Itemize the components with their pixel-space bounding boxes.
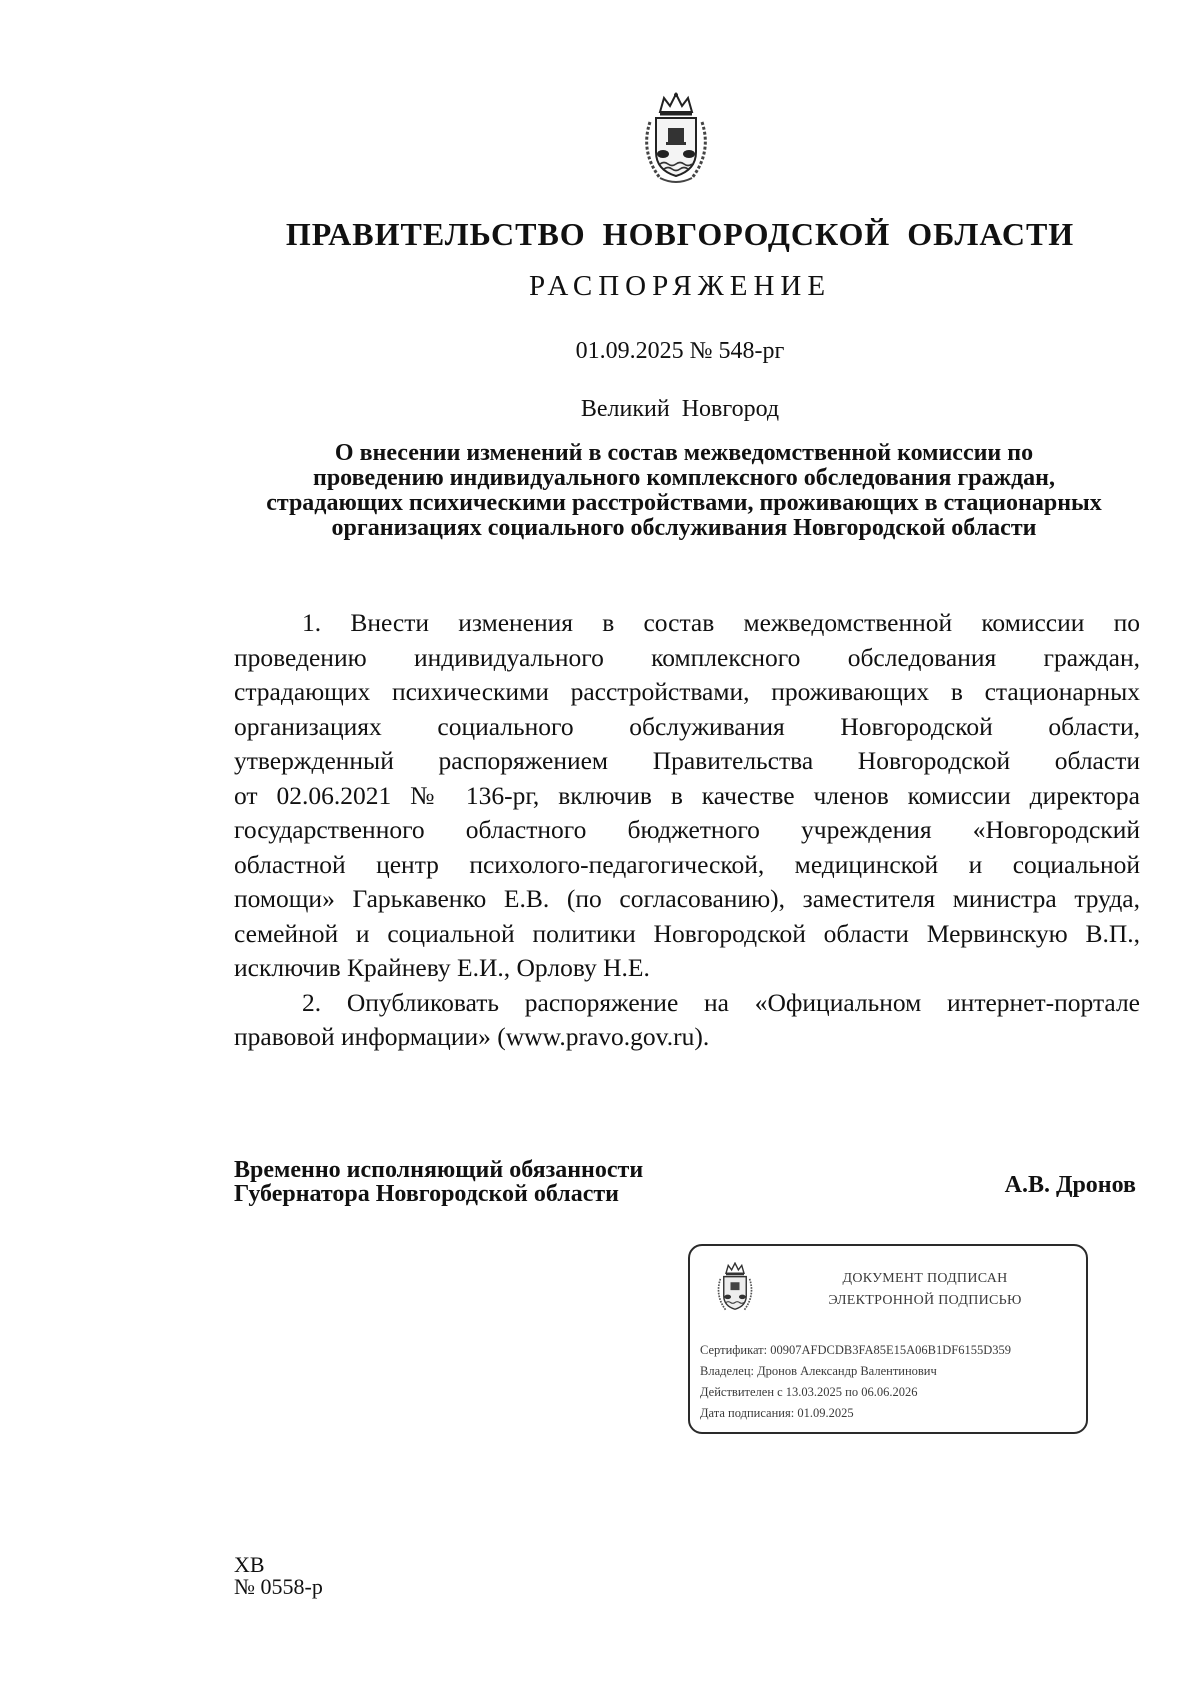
executor-initials: ХВ <box>234 1552 265 1577</box>
electronic-signature-stamp <box>688 1244 1088 1434</box>
paragraph-1-line: семейной и социальной политики Новгородской области Мервинскую В.П., <box>234 918 1140 948</box>
paragraph-1-line: областной центр психолого-педагогической, медицинской и социальной <box>234 849 1140 879</box>
stamp-details <box>700 1340 1011 1424</box>
paragraph-1-line: исключив Крайневу Е.И., Орлову Н.Е. <box>234 953 650 982</box>
certificate-number: Сертификат: 00907AFDCDB3FA85E15A06B1DF6155D359 <box>700 1343 1011 1357</box>
order-city: Великий Новгород <box>580 396 780 422</box>
paragraph-2-line: 2. Опубликовать распоряжение на «Официальном интернет-портале <box>302 987 1140 1017</box>
subject-line: страдающих психическими расстройствами, проживающих в стационарных <box>266 490 1102 516</box>
coat-of-arms-icon <box>712 1262 758 1316</box>
paragraph-1-line: государственного областного бюджетного учреждения «Новгородский <box>234 815 1140 844</box>
paragraph-1-line: проведению индивидуального комплексного обследования граждан, <box>234 642 1140 672</box>
paragraph-1-line: организациях социального обслуживания Новгородской области, <box>234 711 1140 741</box>
signatory-title-line: Временно исполняющий обязанности <box>234 1157 644 1183</box>
subject-line: проведению индивидуального комплексного обследования граждан, <box>313 465 1055 491</box>
signatory-name: А.В. Дронов <box>1004 1172 1136 1198</box>
stamp-heading <box>810 1268 1040 1312</box>
stamp-heading-line: ДОКУМЕНТ ПОДПИСАН <box>842 1271 1008 1286</box>
certificate-owner: Владелец: Дронов Александр Валентинович <box>700 1364 937 1378</box>
document-subject <box>228 441 1140 541</box>
organization-title: ПРАВИТЕЛЬСТВО НОВГОРОДСКОЙ ОБЛАСТИ <box>285 216 1075 252</box>
coat-of-arms-icon <box>636 92 716 188</box>
subject-line: организациях социального обслуживания Новгородской области <box>331 515 1037 541</box>
subject-line: О внесении изменений в состав межведомственной комиссии по <box>334 440 1034 466</box>
certificate-validity: Действителен с 13.03.2025 по 06.06.2026 <box>700 1385 918 1399</box>
signatory-title <box>234 1158 643 1206</box>
paragraph-2-line: правовой информации» (www.pravo.gov.ru). <box>234 1022 710 1051</box>
document-body <box>234 606 1140 1055</box>
signing-date: Дата подписания: 01.09.2025 <box>700 1406 854 1420</box>
registration-number: № 0558-р <box>234 1574 323 1599</box>
paragraph-1-line: 1. Внести изменения в состав межведомственной комиссии по <box>302 608 1140 637</box>
order-number: 01.09.2025 № 548-рг <box>575 338 785 364</box>
stamp-heading-line: ЭЛЕКТРОННОЙ ПОДПИСЬЮ <box>828 1293 1022 1308</box>
document-type: РАСПОРЯЖЕНИЕ <box>528 270 832 302</box>
paragraph-1-line: утвержденный распоряжением Правительства Новгородской области <box>234 746 1140 775</box>
paragraph-1-line: страдающих психическими расстройствами, проживающих в стационарных <box>234 677 1140 706</box>
signatory-title-line: Губернатора Новгородской области <box>234 1181 620 1207</box>
paragraph-1-line: от 02.06.2021 № 136-рг, включив в качестве членов комиссии директора <box>234 780 1140 810</box>
paragraph-1-line: помощи» Гарькавенко Е.В. (по согласованию), заместителя министра труда, <box>234 884 1140 913</box>
registration-code <box>234 1554 323 1598</box>
